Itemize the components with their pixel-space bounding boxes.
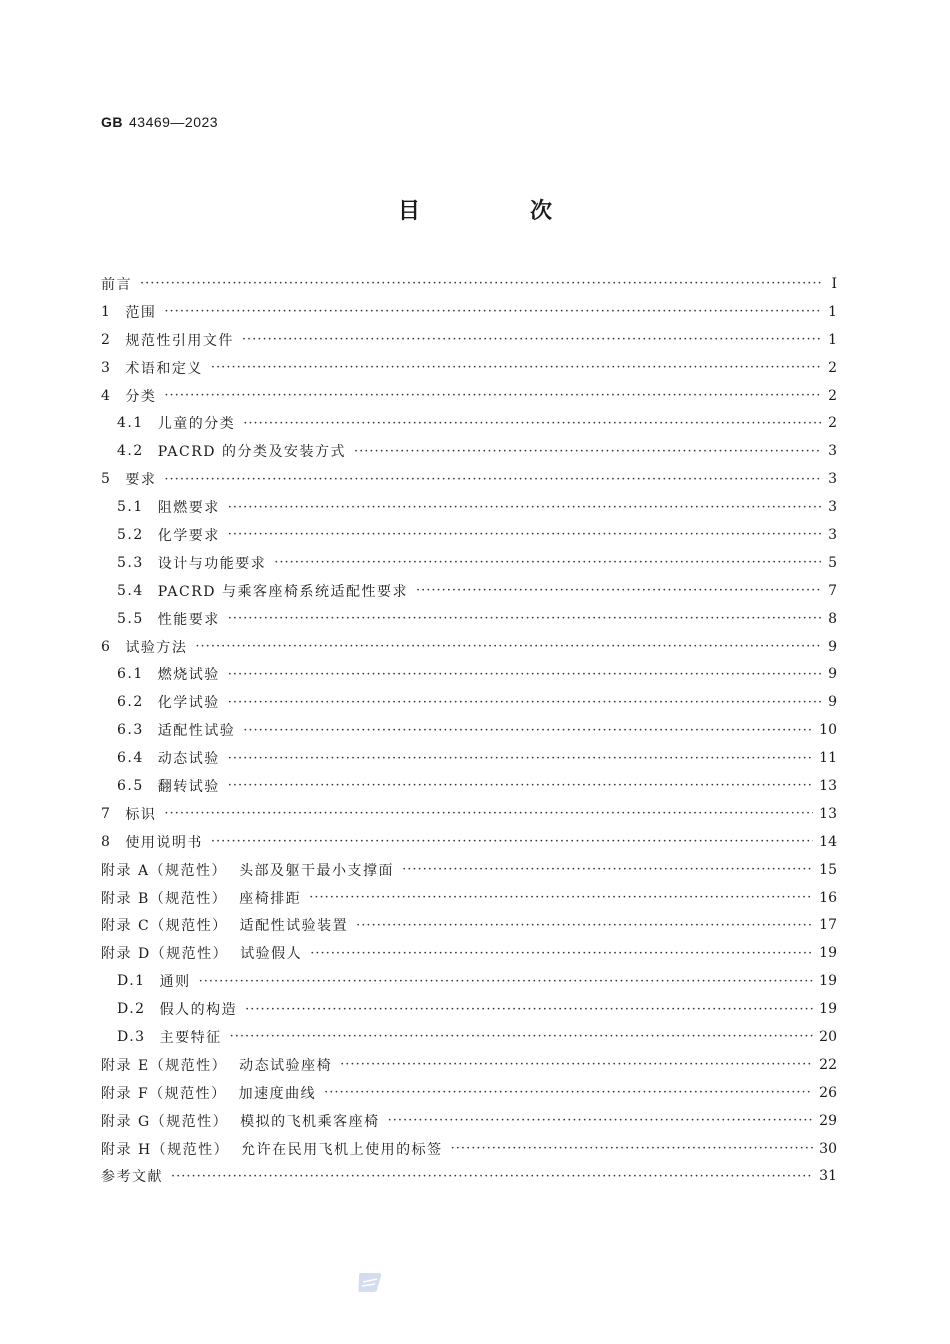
toc-entry-number: 6.4 [117,750,144,767]
toc-leader-dots [228,500,821,515]
toc-entry[interactable] [101,1051,837,1079]
toc-entry-label: 前言 [101,276,132,293]
toc-entry-number: 5.5 [117,610,144,627]
toc-leader-dots [164,806,813,821]
toc-entry[interactable] [101,549,837,577]
toc-entry-page: 3 [828,499,837,516]
toc-entry[interactable] [101,744,837,772]
standard-prefix: GB [101,114,123,130]
toc-entry-page: 22 [819,1056,837,1073]
toc-entry[interactable] [101,660,837,688]
toc-entry-page: 1 [828,331,837,348]
toc-leader-dots [228,667,821,682]
toc-entry-page: 3 [828,443,837,460]
toc-entry-number: 4 [101,387,112,404]
toc-leader-dots [164,388,821,403]
toc-entry-label: 加速度曲线 [238,1085,317,1102]
toc-leader-dots [354,444,821,459]
toc-entry-page: 9 [828,694,837,711]
toc-entry[interactable] [101,270,837,298]
toc-entry-page: 19 [819,945,837,962]
toc-entry[interactable] [101,382,837,410]
toc-entry-label: 假人的构造 [159,1002,238,1019]
standard-code: 43469—2023 [129,114,219,130]
toc-entry-page: 14 [819,833,837,850]
toc-entry-page: 13 [819,805,837,822]
toc-leader-dots [340,1057,813,1072]
toc-entry-label: 燃烧试验 [157,667,220,684]
toc-leader-dots [243,723,813,738]
toc-entry-label: 座椅排距 [239,890,302,907]
toc-leader-dots [243,416,821,431]
toc-leader-dots [228,695,821,710]
toc-entry-number: 附录 F（规范性） [101,1085,227,1102]
toc-leader-dots [451,1141,814,1156]
toc-leader-dots [388,1113,814,1128]
toc-entry-label: 儿童的分类 [157,416,236,433]
toc-entry-number: 6.2 [117,694,144,711]
toc-entry-page: 30 [819,1140,837,1157]
toc-leader-dots [228,778,813,793]
toc-entry-page: 1 [828,303,837,320]
toc-entry-number: 附录 B（规范性） [101,890,228,907]
toc-entry-label: 动态试验 [157,751,220,768]
toc-entry-label: 化学试验 [157,695,220,712]
toc-entry[interactable] [101,1163,837,1191]
toc-entry[interactable] [101,409,837,437]
toc-entry[interactable] [101,688,837,716]
toc-entry-page: 17 [819,917,837,934]
toc-entry[interactable] [101,326,837,354]
toc-entry-number: 附录 H（规范性） [101,1141,230,1158]
toc-entry-label: 参考文献 [101,1169,163,1186]
toc-entry[interactable] [101,605,837,633]
toc-entry[interactable] [101,939,837,967]
toc-leader-dots [140,276,821,291]
toc-leader-dots [242,332,821,347]
toc-entry-page: 29 [819,1112,837,1129]
toc-entry-number: 附录 A（规范性） [101,862,228,879]
toc-entry-number: 5 [101,471,112,488]
toc-entry-page: 2 [828,387,837,404]
toc-entry-number: 5.3 [117,554,144,571]
toc-entry-page: I [831,275,837,292]
toc-entry-page: 9 [828,638,837,655]
toc-entry-number: 6.3 [117,722,144,739]
toc-entry-page: 26 [819,1084,837,1101]
toc-entry-page: 9 [828,666,837,683]
toc-leader-dots [402,862,813,877]
toc-entry-page: 20 [819,1028,837,1045]
toc-entry-label: 性能要求 [157,611,220,628]
toc-entry-number: D.3 [117,1028,146,1045]
toc-entry-number: 7 [101,805,112,822]
toc-entry[interactable] [101,884,837,912]
toc-entry-page: 3 [828,471,837,488]
toc-entry[interactable] [101,911,837,939]
toc-entry-page: 2 [828,359,837,376]
toc-entry[interactable] [101,800,837,828]
toc-entry[interactable] [101,521,837,549]
toc-entry[interactable] [101,633,837,661]
toc-entry[interactable] [101,354,837,382]
toc-entry-number: 附录 G（规范性） [101,1113,229,1130]
toc-entry[interactable] [101,967,837,995]
toc-leader-dots [416,583,821,598]
toc-entry-label: PACRD 与乘客座椅系统适配性要求 [157,583,408,600]
toc-entry[interactable] [101,716,837,744]
toc-leader-dots [211,360,821,375]
sac-logo-icon [357,1270,383,1294]
toc-leader-dots [211,834,813,849]
toc-entry-page: 3 [828,526,837,543]
toc-leader-dots [356,918,813,933]
toc-leader-dots [228,751,813,766]
toc-entry-number: 6 [101,638,112,655]
toc-entry-label: 适配性试验 [157,723,236,740]
toc-leader-dots [228,527,821,542]
toc-entry-number: 4.2 [117,443,144,460]
toc-entry[interactable] [101,995,837,1023]
toc-entry-label: 设计与功能要求 [157,555,267,572]
toc-entry[interactable] [101,1135,837,1163]
toc-entry-page: 10 [819,722,837,739]
toc-entry-page: 13 [819,777,837,794]
toc-entry-number: 6.5 [117,777,144,794]
toc-entry-label: 化学要求 [157,527,220,544]
toc-entry-label: 规范性引用文件 [125,332,234,349]
toc-entry-label: 分类 [125,388,157,405]
toc-entry-label: 标识 [125,806,157,823]
toc-entry-number: D.2 [117,1001,146,1018]
toc-entry-number: 8 [101,833,112,850]
toc-entry-number: 5.4 [117,582,144,599]
toc-entry-label: 使用说明书 [125,834,203,851]
toc-entry[interactable] [101,577,837,605]
toc-entry-page: 19 [819,1001,837,1018]
toc-entry-page: 7 [828,582,837,599]
toc-entry-number: 2 [101,331,112,348]
toc-leader-dots [164,304,821,319]
toc-entry-label: 试验假人 [240,946,303,963]
toc-entry[interactable] [101,1079,837,1107]
toc-entry-number: 附录 E（规范性） [101,1057,228,1074]
toc-entry[interactable] [101,828,837,856]
toc-entry-label: 阻燃要求 [157,500,220,517]
toc-entry-page: 5 [828,554,837,571]
toc-entry-number: 5.2 [117,526,144,543]
toc-leader-dots [309,890,813,905]
toc-entry[interactable] [101,856,837,884]
toc-entry-page: 31 [819,1168,837,1185]
toc-entry[interactable] [101,465,837,493]
standard-number [101,114,218,130]
toc-entry-number: 5.1 [117,499,144,516]
toc-entry-page: 2 [828,415,837,432]
toc-entry-label: 允许在民用飞机上使用的标签 [241,1141,443,1158]
toc-entry-label: 翻转试验 [157,778,220,795]
toc-entry[interactable] [101,1107,837,1135]
toc-entry-page: 11 [819,750,837,767]
toc-entry-page: 8 [828,610,837,627]
toc-entry-number: 6.1 [117,666,144,683]
toc-entry[interactable] [101,493,837,521]
toc-entry[interactable] [101,1023,837,1051]
toc-entry-label: 适配性试验装置 [239,918,349,935]
toc-entry-label: 主要特征 [159,1029,222,1046]
toc-leader-dots [164,472,821,487]
toc-entry[interactable] [101,772,837,800]
toc-leader-dots [228,611,821,626]
toc-leader-dots [195,639,821,654]
toc-title: 目 次 [397,199,596,224]
toc-leader-dots [171,1169,813,1184]
toc-entry-page: 19 [819,973,837,990]
toc-entry-label: 要求 [125,472,157,489]
toc-entry-label: 试验方法 [125,639,188,656]
toc-entry-label: 头部及躯干最小支撑面 [239,862,395,879]
toc-entry-number: 1 [101,303,112,320]
toc-leader-dots [324,1085,813,1100]
toc-entry-label: 范围 [125,304,157,321]
toc-leader-dots [274,555,821,570]
toc-entry-label: 通则 [159,974,191,991]
toc-entry-number: D.1 [117,973,146,990]
toc-entry-page: 15 [819,861,837,878]
toc-entry-page: 16 [819,889,837,906]
toc-entry-label: PACRD 的分类及安装方式 [157,444,346,461]
toc-leader-dots [199,974,814,989]
toc-entry-number: 3 [101,359,112,376]
toc-leader-dots [230,1029,814,1044]
table-of-contents [101,270,837,1190]
toc-leader-dots [245,1002,813,1017]
toc-entry-label: 术语和定义 [125,360,203,377]
toc-entry-label: 模拟的飞机乘客座椅 [240,1113,380,1130]
toc-entry-label: 动态试验座椅 [239,1057,333,1074]
toc-entry[interactable] [101,298,837,326]
toc-entry[interactable] [101,437,837,465]
toc-entry-number: 4.1 [117,415,144,432]
toc-leader-dots [310,946,813,961]
toc-entry-number: 附录 C（规范性） [101,918,228,935]
toc-entry-number: 附录 D（规范性） [101,946,229,963]
